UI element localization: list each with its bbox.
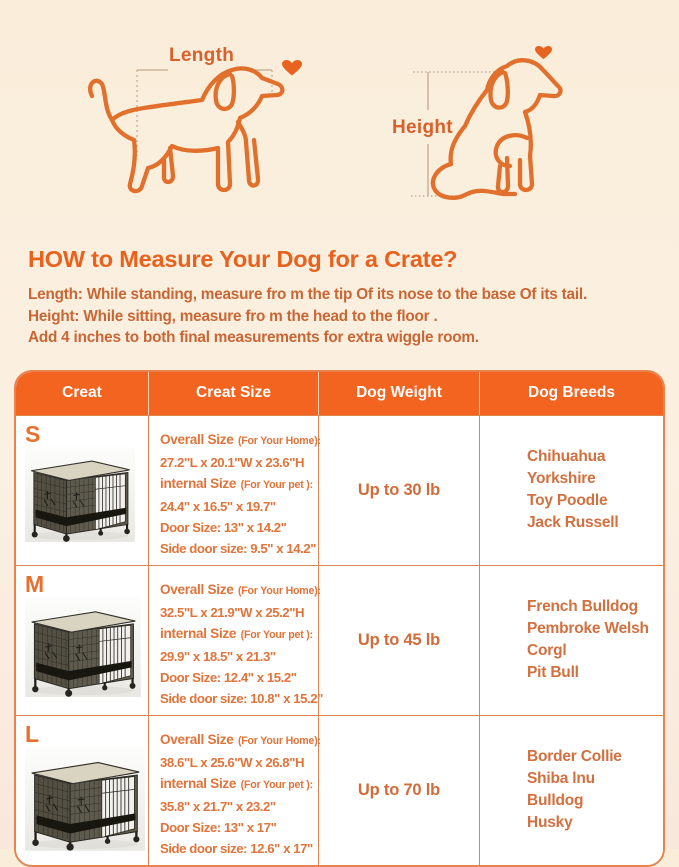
crate-cell [16,716,148,865]
crate-photo [25,747,145,851]
table-header-row [16,372,663,415]
crate-cell [16,416,148,565]
weight-cell: Up to 70 lb [318,716,479,865]
internal-size-note: (For Your pet ): [240,778,313,791]
overall-size-value: 38.6"L x 25.6"W x 26.8"H [160,754,305,770]
overall-size-label: Overall Size [160,431,234,447]
size-code: S [25,420,41,447]
instruction-length: Length: While standing, measure fro m the tip Of its nose to the base Of its tail. [28,286,587,303]
internal-size-note: (For Your pet ): [240,478,313,491]
internal-size-label: internal Size [160,775,237,791]
table-row [16,715,663,865]
overall-size-value: 32.5"L x 21.9"W x 25.2"H [160,604,305,620]
size-code: L [25,720,40,747]
heart-icon [282,60,302,76]
overall-size-label: Overall Size [160,581,234,597]
instruction-extra: Add 4 inches to both final measurements for extra wiggle room. [28,329,479,346]
heart-icon [535,46,552,59]
breed: Bulldog [527,792,584,809]
crate-photo [25,447,135,542]
breed: Border Collie [527,748,622,765]
internal-size-value: 35.8" x 21.7" x 23.2" [160,798,276,814]
crate-photo [25,597,141,697]
size-cell [148,566,323,715]
height-label: Height [392,117,453,138]
breed: Corgl [527,642,567,659]
weight-cell: Up to 30 lb [318,416,479,565]
size-cell [148,416,321,565]
overall-size-note: (For Your Home): [237,584,321,597]
page-title: HOW to Measure Your Dog for a Crate? [28,246,458,272]
breed: Jack Russell [527,514,619,531]
measure-diagram [0,0,679,238]
breed: French Bulldog [527,598,638,615]
side-door-size: Side door size: 12.6" x 17" [160,840,313,856]
instruction-height: Height: While sitting, measure fro m the head to the floor . [28,307,438,325]
overall-size-note: (For Your Home): [237,434,321,447]
breeds-cell [479,716,663,865]
internal-size-value: 29.9" x 18.5" x 21.3" [160,648,276,664]
weight-cell: Up to 45 lb [318,566,479,715]
breed: Shiba lnu [527,770,595,787]
dog-ear [491,72,508,108]
breeds-cell [479,566,663,715]
table-row [16,415,663,565]
breeds-cell [479,416,663,565]
door-size: Door Size: 13" x 14.2" [160,519,287,535]
dog-haunch-curl [496,135,527,166]
size-cell [148,716,321,865]
header-crate-size: Creat Size [148,372,318,415]
overall-size-value: 27.2"L x 20.1"W x 23.6"H [160,454,305,470]
breed: Pembroke Welsh [527,620,649,637]
crate-size-table [14,370,665,867]
breed: Yorkshire [527,470,596,487]
header-dog-weight: Dog Weight [318,372,479,415]
internal-size-note: (For Your pet ): [240,628,313,641]
measure-instructions [28,284,651,349]
header-dog-breeds: Dog Breeds [479,372,663,415]
overall-size-label: Overall Size [160,731,234,747]
breed: Pit Bull [527,664,579,681]
length-label: Length [169,45,235,66]
side-door-size: Side door size: 10.8" x 15.2" [160,690,323,706]
crate-cell [16,566,148,715]
table-row [16,565,663,715]
breed: Husky [527,814,573,831]
internal-size-label: internal Size [160,475,237,491]
breed: Toy Poodle [527,492,608,509]
header-crate: Creat [62,384,102,401]
door-size: Door Size: 12.4" x 15.2" [160,669,297,685]
internal-size-value: 24.4" x 16.5" x 19.7" [160,498,276,514]
size-code: M [25,570,45,597]
side-door-size: Side door size: 9.5" x 14.2" [160,540,317,556]
internal-size-label: internal Size [160,625,237,641]
door-size: Door Size: 13" x 17" [160,819,277,835]
breed: Chihuahua [527,448,606,465]
overall-size-note: (For Your Home): [237,734,321,747]
